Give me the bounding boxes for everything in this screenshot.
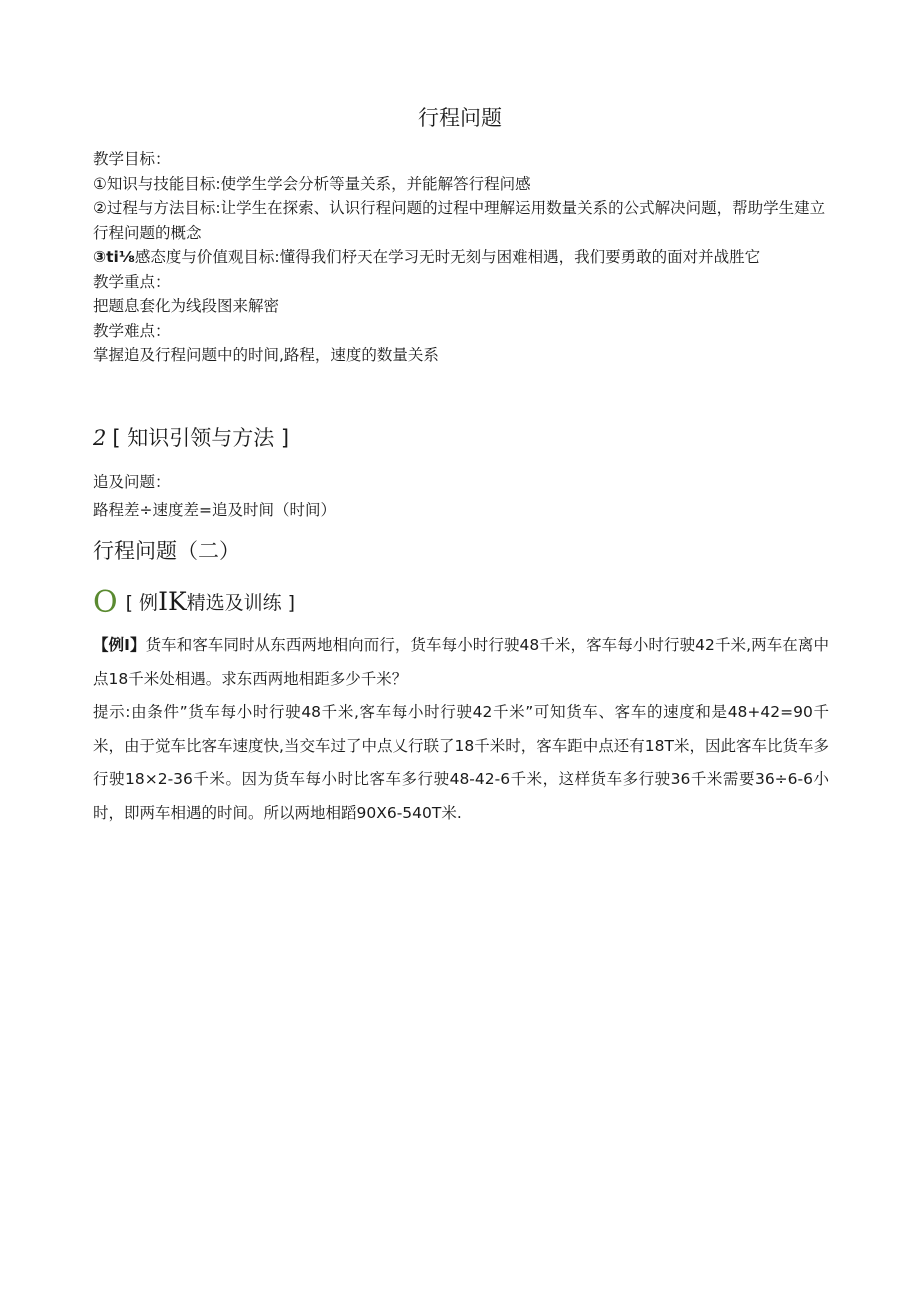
example-question: 货车和客车同时从东西两地相向而行，货车每小时行驶48千米，客车每小时行驶42千米,两车在离中点18千米处相遇。求东西两地相距多少千米？	[93, 636, 829, 688]
difficulty-text: 掌握追及行程问题中的时间,路程，速度的数量关系	[93, 346, 439, 364]
key-points-heading: 教学重点：	[93, 272, 171, 291]
objective-knowledge: ①知识与技能目标:使学生学会分析等量关系，并能解答行程问感	[93, 174, 531, 193]
examples-close: 精选及训练 ]	[186, 592, 296, 614]
chase-heading: 追及问题：	[93, 473, 171, 491]
example-question-paragraph	[93, 629, 829, 696]
section-examples-heading	[93, 586, 295, 619]
section-label: [ 知识引领与方法 ]	[112, 426, 290, 450]
example-hint: 提示:由条件”货车每小时行驶48千米,客车每小时行驶42千米”可知货车、客车的速度和是48+42=90千米，由于觉车比客车速度快,当交车过了中点乂行联了18千米时，客车距中点还有18T米，因此客车比货车多行驶18×2-36千米。因为货车每小时比客车多行驶48-42-6千米，这样货车多行驶36千米需要36÷6-6小时，即两车相遇的时间。所以两地相蹈90X6-540T米.	[93, 703, 829, 822]
examples-ik: IK	[158, 587, 187, 616]
example-block	[93, 629, 829, 830]
examples-open: [ 例	[125, 592, 159, 614]
objective-attitude	[93, 245, 833, 270]
section-number: 2	[93, 426, 107, 450]
chase-formula: 路程差÷速度差=追及时间（时间）	[93, 501, 336, 519]
example-tag: 【例I】	[93, 636, 146, 654]
difficulty-heading: 教学难点：	[93, 321, 171, 340]
chase-problem	[93, 468, 336, 524]
page-title: 行程问题	[418, 106, 502, 130]
key-points-text: 把题息套化为线段图来解密	[93, 297, 280, 315]
subtitle: 行程问题（二）	[93, 539, 240, 563]
objective-attitude-text: 感态度与价值观目标:懂得我们杼天在学习无时无刻与困难相遇，我们要勇敢的面对并战胜它	[134, 248, 761, 266]
section-knowledge-heading	[93, 424, 289, 452]
objective-process: ②过程与方法目标:让学生在探索、认识行程问题的过程中理解运用数量关系的公式解决问题，帮助学生建立行程问题的概念	[93, 199, 826, 242]
teaching-objectives	[93, 147, 833, 368]
objective-attitude-prefix: ③ti⅛	[93, 248, 135, 266]
objectives-heading: 教学目标：	[93, 150, 171, 168]
circle-icon: O	[93, 585, 118, 620]
